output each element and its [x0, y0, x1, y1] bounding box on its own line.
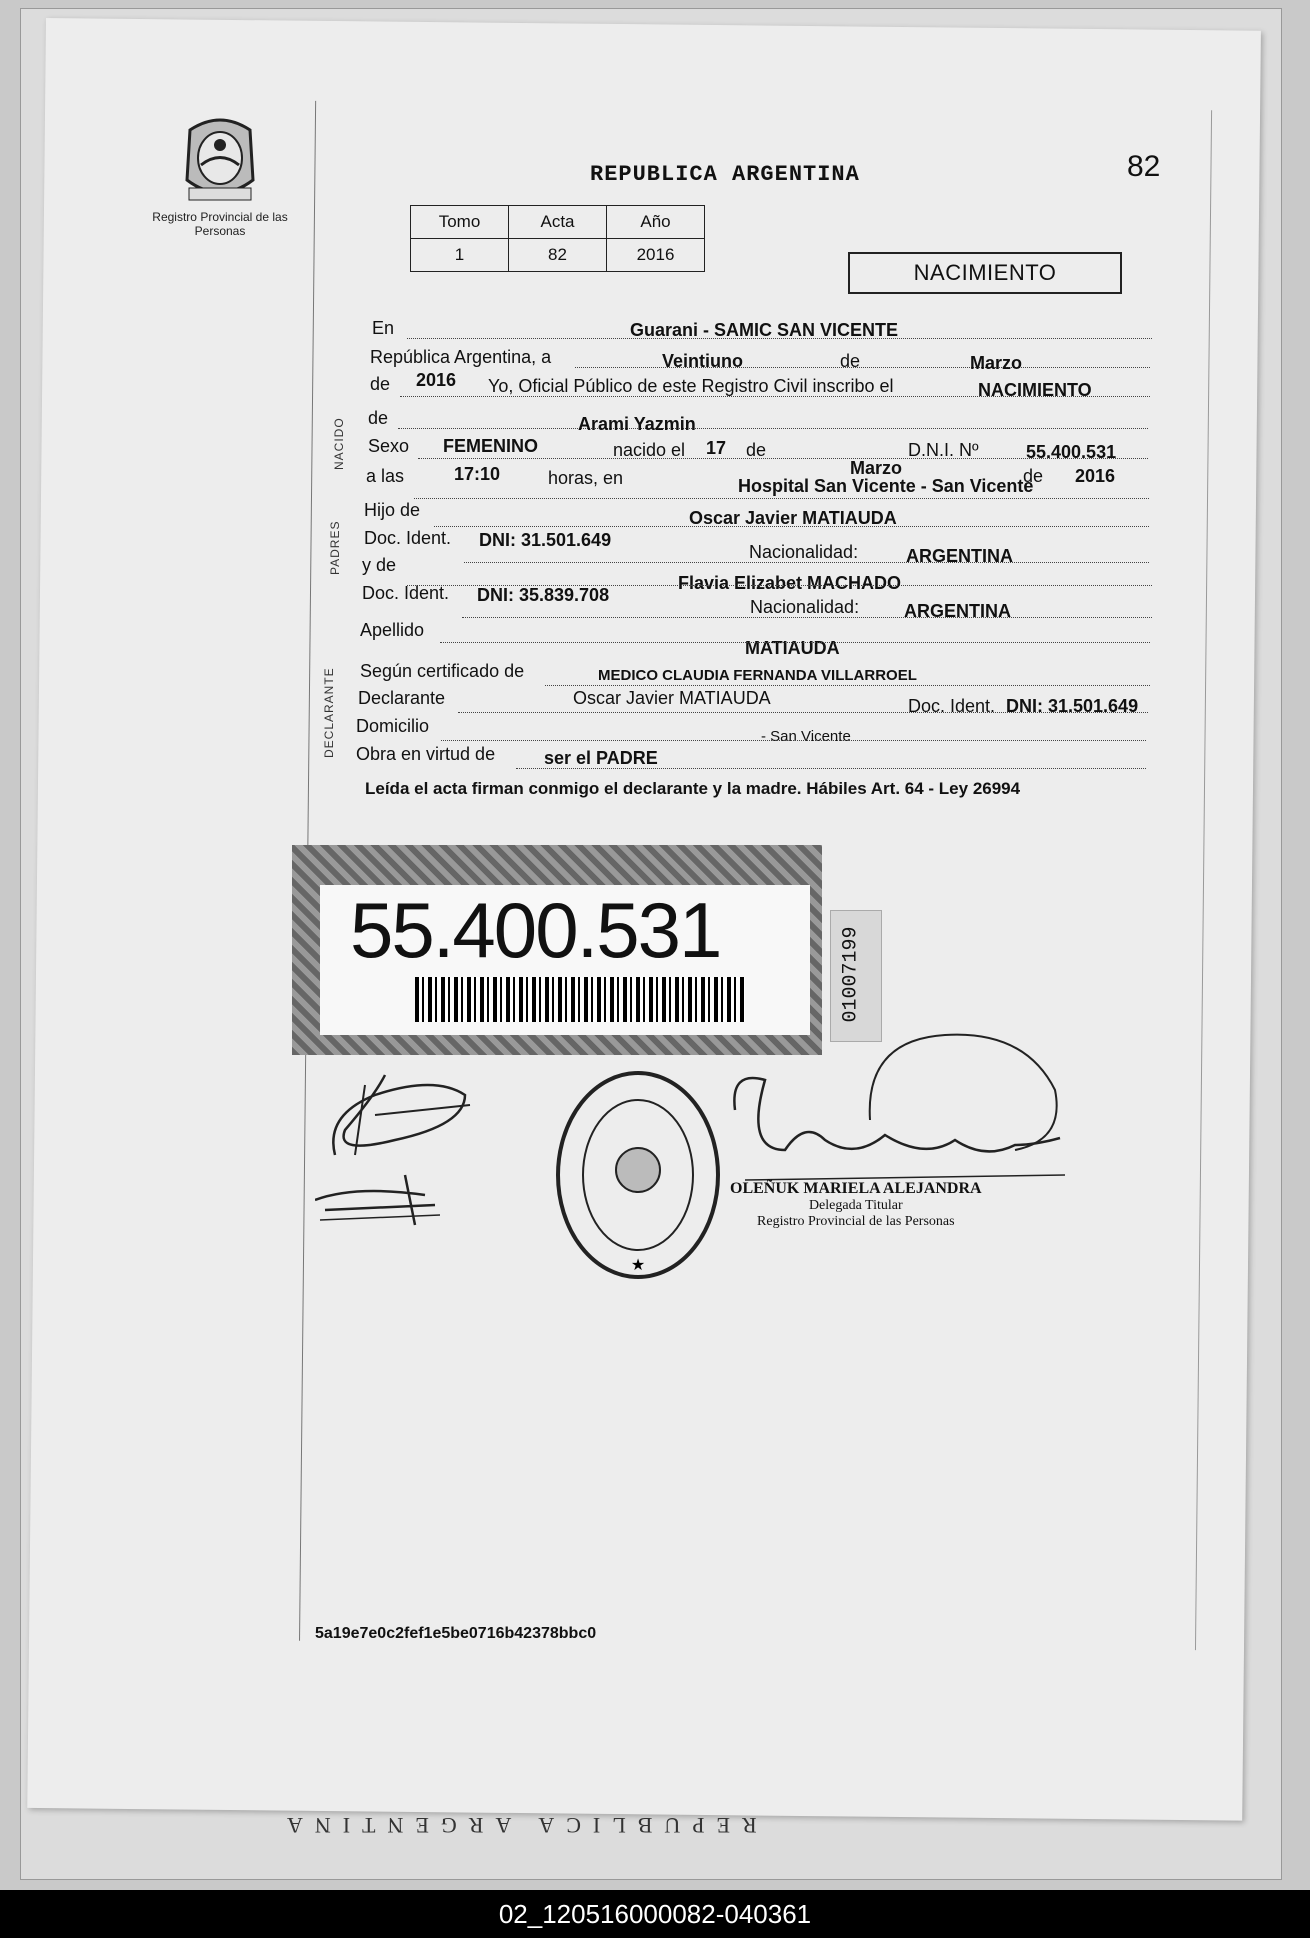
en-value: Guarani - SAMIC SAN VICENTE [630, 320, 899, 340]
dotted-line [545, 685, 1150, 686]
section-label-padres: PADRES [328, 520, 342, 575]
dotted-line [458, 712, 1148, 713]
barcode-icon [415, 977, 745, 1022]
hijo-de-label: Hijo de [364, 500, 421, 520]
sticker-label [320, 885, 810, 1035]
nacido-el-label: nacido el [613, 440, 686, 460]
obra-label: Obra en virtud de [356, 744, 496, 764]
doc-ident-label: Doc. Ident. [364, 528, 452, 548]
dotted-line [516, 768, 1146, 769]
dia-value: Veintiuno [662, 351, 743, 371]
nacionalidad-label: Nacionalidad: [749, 542, 859, 562]
row-apellido [360, 620, 1160, 658]
anio-value: 2016 [416, 370, 457, 390]
yo-text: Yo, Oficial Público de este Registro Civil inscribo el [488, 376, 894, 396]
tomo-acta-ano-table [410, 205, 705, 272]
nombre-value: Arami Yazmin [578, 414, 696, 434]
obra-value: ser el PADRE [544, 748, 658, 768]
nacido-mes: Marzo [850, 458, 903, 478]
table-header: Acta [509, 206, 607, 239]
apellido-value: MATIAUDA [745, 638, 840, 658]
nacido-dia: 17 [706, 438, 727, 458]
dotted-line [414, 498, 1149, 499]
domicilio-value: - San Vicente [761, 728, 851, 745]
sexo-label: Sexo [368, 436, 410, 456]
row-lugar [366, 466, 1166, 494]
madre-value: Flavia Elizabet MACHADO [678, 573, 902, 593]
mirrored-back-text: REPUBLICA ARGENTINA [275, 1813, 757, 1838]
de2-label: de [370, 374, 391, 394]
dni-value: 55.400.531 [1026, 442, 1117, 462]
sexo-value: FEMENINO [443, 436, 539, 456]
de-label: de [840, 351, 861, 371]
page-number: 82 [1127, 150, 1161, 183]
signatory-role: Delegada Titular [808, 1198, 903, 1213]
sticker-number: 55.400.531 [350, 886, 721, 974]
signatory-office: Registro Provincial de las Personas [757, 1214, 955, 1229]
dni-label: D.N.I. Nº [908, 440, 979, 460]
row-en [372, 318, 1172, 346]
inscribo-value: NACIMIENTO [978, 380, 1092, 400]
signature-declarante-icon [315, 1055, 485, 1235]
row-segun [360, 661, 1160, 689]
row-declarante [358, 688, 1158, 716]
dotted-line [462, 617, 1152, 618]
a-las-label: a las [366, 466, 405, 486]
lugar-value: Hospital San Vicente - San Vicente [738, 476, 1034, 496]
signature-official-icon [725, 1030, 1075, 1200]
segun-value: MEDICO CLAUDIA FERNANDA VILLARROEL [598, 667, 917, 684]
doc-ident-label: Doc. Ident. [362, 583, 450, 603]
de3-label: de [368, 408, 389, 428]
de4-label: de [746, 440, 767, 460]
nacido-anio: 2016 [1075, 466, 1116, 486]
en-label: En [372, 318, 395, 338]
serial-number: 01007199 [839, 926, 863, 1023]
horas-en-label: horas, en [548, 468, 624, 488]
table-header: Tomo [411, 206, 509, 239]
padre-value: Oscar Javier MATIAUDA [689, 508, 897, 528]
row-obra [356, 744, 1156, 772]
dotted-line [400, 396, 1150, 397]
logo-caption: Registro Provincial de las Personas [152, 210, 288, 238]
scan-id-bar: 02_120516000082-040361 [0, 1890, 1310, 1938]
declarante-value: Oscar Javier MATIAUDA [573, 688, 771, 708]
declarante-label: Declarante [358, 688, 446, 708]
table-cell: 1 [411, 239, 509, 272]
madre-nacionalidad: ARGENTINA [904, 601, 1011, 621]
row-madre-doc [362, 583, 1162, 621]
svg-text:★: ★ [630, 1255, 646, 1274]
provincial-logo [150, 110, 290, 238]
dni-sticker [292, 845, 822, 1055]
madre-doc: DNI: 35.839.708 [477, 585, 610, 605]
dotted-line [440, 642, 1150, 643]
mes-value: Marzo [970, 353, 1023, 373]
record-type-box: NACIMIENTO [848, 252, 1122, 294]
row-domicilio [356, 716, 1156, 744]
signatory-name: OLEÑUK MARIELA ALEJANDRA [730, 1180, 982, 1197]
padre-nacionalidad: ARGENTINA [906, 546, 1013, 566]
domicilio-label: Domicilio [356, 716, 430, 736]
document-title: REPUBLICA ARGENTINA [590, 162, 860, 187]
row-yo [370, 370, 1170, 402]
decl-doc-value: DNI: 31.501.649 [1006, 696, 1139, 716]
row-hijo-de [364, 500, 1164, 528]
decl-doc-label: Doc. Ident. [908, 696, 996, 716]
republica-label: República Argentina, a [370, 347, 552, 367]
document-hash: 5a19e7e0c2fef1e5be0716b42378bbc0 [315, 1625, 597, 1642]
row-nombre [368, 408, 1168, 436]
section-label-nacido: NACIDO [332, 417, 346, 470]
hora-value: 17:10 [454, 464, 501, 484]
de5-label: de [1023, 466, 1044, 486]
signatory-block [730, 1180, 982, 1230]
dotted-line [441, 740, 1146, 741]
dotted-line [398, 428, 1148, 429]
table-header: Año [607, 206, 705, 239]
segun-label: Según certificado de [360, 661, 525, 681]
serial-tag [830, 910, 882, 1042]
y-de-label: y de [362, 555, 397, 575]
row-republica [370, 347, 1170, 375]
section-label-declarante: DECLARANTE [322, 667, 336, 758]
dotted-line [434, 526, 1149, 527]
table-cell: 2016 [607, 239, 705, 272]
official-seal [553, 1065, 723, 1285]
table-cell: 82 [509, 239, 607, 272]
coat-of-arms-icon [175, 110, 265, 210]
apellido-label: Apellido [360, 620, 425, 640]
nacionalidad-label: Nacionalidad: [750, 597, 860, 617]
padre-doc: DNI: 31.501.649 [479, 530, 612, 550]
closing-text: Leída el acta firman conmigo el declarante y la madre. Hábiles Art. 64 - Ley 26994 [365, 779, 1021, 798]
